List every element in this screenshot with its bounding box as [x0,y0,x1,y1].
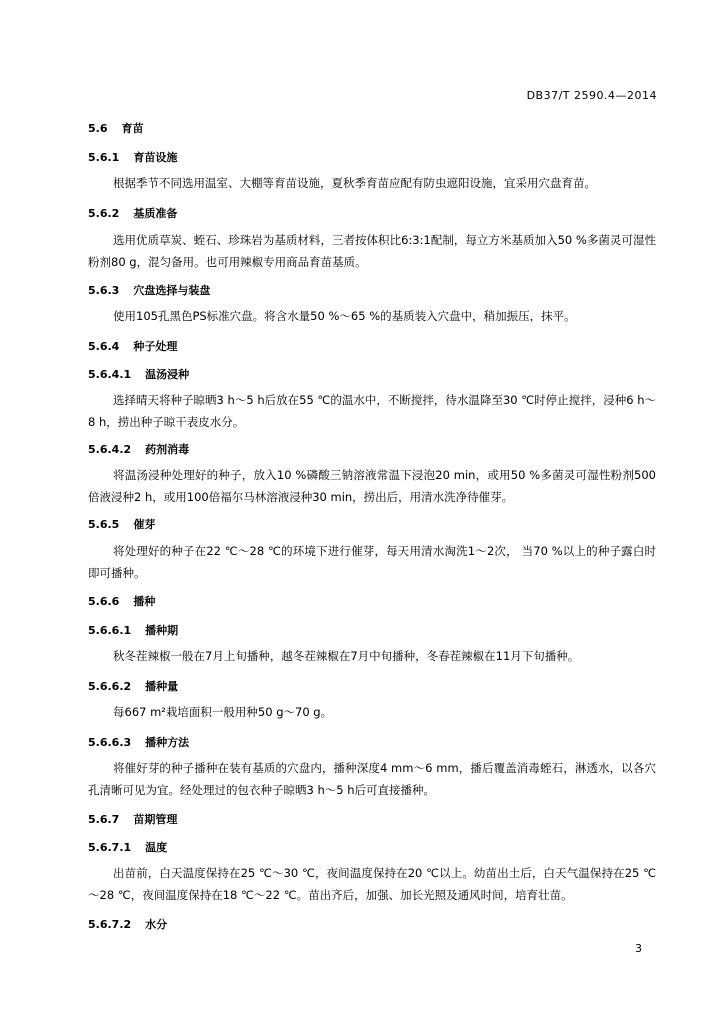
section-title: 催芽 [133,518,156,531]
section-number: 5.6.5 [88,518,120,531]
section-heading [88,282,210,298]
section-number: 5.6.6.1 [88,624,132,637]
section-number: 5.6.7.1 [88,841,132,854]
section-heading [88,839,167,855]
paragraph: 每667 m²栽培面积一般用种50 g～70 g。 [113,705,333,719]
section-number: 5.6.1 [88,151,120,164]
section-number: 5.6.3 [88,284,120,297]
section-title: 播种期 [145,624,179,637]
section-title: 基质准备 [133,207,178,220]
paragraph: 将催好芽的种子播种在装有基质的穴盘内，播种深度4 mm～6 mm，播后覆盖消毒蛭石，淋透水，以各穴孔清晰可见为宜。经处理过的包衣种子晾晒3 h～5 h后可直接播种。 [88,761,656,797]
section-heading [88,916,167,932]
paragraph: 将处理好的种子在22 ℃～28 ℃的环境下进行催芽，每天用清水淘洗1～2次， 当70 %以上的种子露白时即可播种。 [88,544,656,580]
section-title: 苗期管理 [133,813,178,826]
section-heading [88,622,178,638]
section-heading [88,678,178,694]
section-number: 5.6.6.3 [88,736,132,749]
section-heading [88,205,177,221]
paragraph: 选用优质草炭、蛭石、珍珠岩为基质材料，三者按体积比6:3:1配制，每立方米基质加入50 %多菌灵可湿性粉剂80 g，混匀备用。也可用辣椒专用商品育苗基质。 [88,233,656,269]
section-number: 5.6.2 [88,207,120,220]
paragraph: 将温汤浸种处理好的种子，放入10 %磷酸三钠溶液常温下浸泡20 min，或用50 %多菌灵可湿性粉剂500倍液浸种2 h，或用100倍福尔马林溶液浸种30 min，捞出后，用清水洗净待催芽。 [88,468,656,504]
paragraph: 根据季节不同选用温室、大棚等育苗设施，夏秋季育苗应配有防虫遮阳设施，宜采用穴盘育苗。 [113,176,596,190]
section-heading [88,120,144,136]
section-title: 温汤浸种 [145,368,190,381]
section-number: 5.6.4 [88,340,120,353]
section-title: 育苗 [121,122,144,135]
section-title: 播种量 [145,680,179,693]
page-number: 3 [635,942,642,955]
section-number: 5.6.4.2 [88,443,132,456]
section-heading [88,338,177,354]
section-title: 穴盘选择与装盘 [133,284,211,297]
section-title: 播种 [133,595,156,608]
section-title: 水分 [145,918,168,931]
section-number: 5.6.7.2 [88,918,132,931]
section-number: 5.6.6 [88,595,120,608]
section-heading [88,149,177,165]
section-title: 温度 [145,841,168,854]
section-number: 5.6.7 [88,813,120,826]
document-code: DB37/T 2590.4—2014 [526,89,657,102]
section-title: 育苗设施 [133,151,178,164]
section-title: 药剂消毒 [145,443,190,456]
section-number: 5.6 [88,122,108,135]
section-title: 种子处理 [133,340,178,353]
section-heading [88,516,155,532]
section-heading [88,734,189,750]
paragraph: 秋冬茬辣椒一般在7月上旬播种，越冬茬辣椒在7月中旬播种，冬春茬辣椒在11月下旬播种。 [113,649,580,663]
paragraph: 出苗前，白天温度保持在25 ℃～30 ℃，夜间温度保持在20 ℃以上。幼苗出土后，白天气温保持在25 ℃～28 ℃，夜间温度保持在18 ℃～22 ℃。苗出齐后，加强、加长光照及通风时间，培育壮苗。 [88,866,656,902]
section-number: 5.6.6.2 [88,680,132,693]
paragraph: 使用105孔黑色PS标准穴盘。将含水量50 %～65 %的基质装入穴盘中，稍加振压，抹平。 [113,309,576,323]
section-heading [88,441,189,457]
paragraph: 选择晴天将种子晾晒3 h～5 h后放在55 ℃的温水中，不断搅拌，待水温降至30 ℃时停止搅拌，浸种6 h～8 h，捞出种子晾干表皮水分。 [88,393,656,429]
section-title: 播种方法 [145,736,190,749]
section-heading [88,366,189,382]
section-heading [88,593,155,609]
section-number: 5.6.4.1 [88,368,132,381]
section-heading [88,811,177,827]
